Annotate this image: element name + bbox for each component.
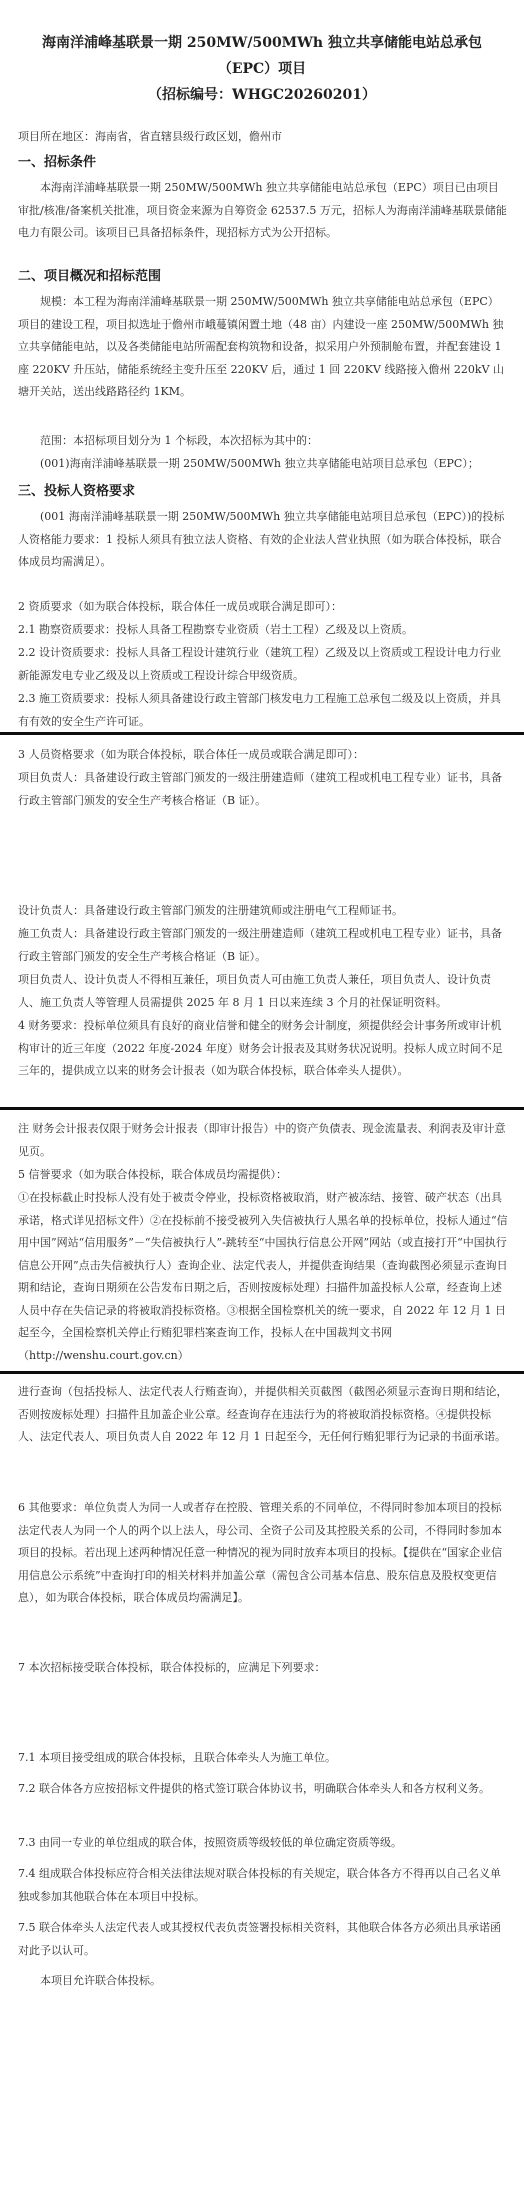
credit-requirement-heading: 5 信誉要求（如为联合体投标，联合体成员均需提供）： [18,1168,287,1181]
design-qualification: 2.2 设计资质要求：投标人具备工程设计建筑行业（建筑工程）乙级及以上资质或工程设计电力行业新能源发电专业乙级及以上资质或工程设计综合甲级资质。 [18,646,501,682]
project-manager-requirement: 项目负责人：具备建设行政主管部门颁发的一级注册建造师（建筑工程或机电工程专业）证书，具备行政主管部门颁发的安全生产考核合格证（B 证）。 [18,771,502,807]
construction-qualification: 2.3 施工资质要求：投标人须具备建设行政主管部门核发电力工程施工总承包二级及以上资质，并具有有效的安全生产许可证。 [18,692,501,728]
bid-scope-paragraph: 范围：本招标项目划分为 1 个标段，本次招标为其中的： [40,434,318,447]
consortium-requirement-heading: 7 本次招标接受联合体投标，联合体投标的，应满足下列要求： [18,1661,326,1674]
section-heading-qualifications: 三、投标人资格要求 [18,484,136,499]
qualification-requirement-heading: 2 资质要求（如为联合体投标，联合体任一成员或联合满足即可）： [18,600,342,613]
bid-conditions-paragraph: 本海南洋浦峰基联景一期 250MW/500MWh 独立共享储能电站总承包（EPC）项目已由项目审批/核准/备案机关批准，项目资金来源为自筹资金 62537.5 万元，招标人为海南洋浦峰基联景储能电力有限公司。该项目已具备招标条件，现招标方式为公开招标。 [18,181,507,239]
project-scale-paragraph: 规模：本工程为海南洋浦峰基联景一期 250MW/500MWh 独立共享储能电站总承包（EPC）项目的建设工程，项目拟选址于儋州市峨蔓镇闲置土地（48 亩）内建设一座 250MW/500MWh 独立共享储能电站，以及各类储能电站所需配套构筑物和设备，拟采用户外预制舱布置，并配套建设 1 座 220KV 升压站，储能系统经主变升压至 220KV 后，通过 1 回 220KV 线路接入儋州 220kV 山塘开关站，送出线路路径约 1KM。 [18,295,505,398]
construction-lead-requirement: 施工负责人：具备建设行政主管部门颁发的一级注册建造师（建筑工程或机电工程专业）证书，具备行政主管部门颁发的安全生产考核合格证（B 证）。 [18,927,502,963]
lot-description: (001)海南洋浦峰基联景一期 250MW/500MWh 独立共享储能电站项目总承包（EPC）； [40,457,479,470]
credit-requirement-details: ①在投标截止时投标人没有处于被责令停业，投标资格被取消，财产被冻结、接管、破产状态（出具承诺，格式详见招标文件）②在投标前不接受被列入失信被执行人黑名单的投标单位，投标人通过“信用中国”网站“信用服务”－“失信被执行人”-跳转至“中国执行信息公开网”网站（或直接打开“中国执行信息公开网”点击失信被执行人）查询企业、法定代表人，并提供查询结果（查询截图必须显示查询日期和结论，查询日期须在公告发布日期之后，否则按废标处理）扫描件加盖投标人公章，经查询上述人员中存在失信记录的将被取消投标资格。③根据全国检察机关的统一要求，自 2022 年 12 月 1 日起至今，全国检察机关停止行贿犯罪档案查询工作，投标人在中国裁判文书网（http://wenshu.court.gov.cn） [18,1191,508,1362]
splice-fade [0,1110,524,1118]
consortium-rule-7-1: 7.1 本项目接受组成的联合体投标，且联合体牵头人为施工单位。 [18,1751,336,1764]
bid-number: （招标编号：WHGC20260201） [148,87,376,103]
qualification-intro: (001 海南洋浦峰基联景一期 250MW/500MWh 独立共享储能电站项目总承包（EPC）)的投标人资格能力要求：1 投标人须具有独立法人资格、有效的企业法人营业执照（如为联合体投标，联合体成员均需满足）。 [18,510,505,568]
financial-report-note: 注 财务会计报表仅限于财务会计报表（即审计报告）中的资产负债表、现金流量表、利润表及审计意见页。 [18,1122,506,1158]
consortium-rule-7-5: 7.5 联合体牵头人法定代表人或其授权代表负责签署投标相关资料，其他联合体各方必须出具承诺函对此予以认可。 [18,1921,501,1957]
project-location: 项目所在地区：海南省，省直辖县级行政区划，儋州市 [18,130,282,143]
staff-social-security-requirement: 项目负责人、设计负责人不得相互兼任，项目负责人可由施工负责人兼任，项目负责人、设计负责人、施工负责人等管理人员需提供 2025 年 8 月 1 日以来连续 3 个月的社保证明资料。 [18,973,491,1009]
credit-requirement-continued: 进行查询（包括投标人、法定代表人行贿查询），并提供相关页截图（截图必须显示查询日期和结论，否则按废标处理）扫描件且加盖企业公章。经查询存在违法行为的将被取消投标资格。④提供投标人、法定代表人、项目负责人自 2022 年 12 月 1 日起至今，无任何行贿犯罪行为记录的书面承诺。 [18,1385,508,1443]
design-lead-requirement: 设计负责人：具备建设行政主管部门颁发的注册建筑师或注册电气工程师证书。 [18,904,403,917]
consortium-rule-7-3: 7.3 由同一专业的单位组成的联合体，按照资质等级较低的单位确定资质等级。 [18,1836,402,1849]
other-requirements: 6 其他要求：单位负责人为同一人或者存在控股、管理关系的不同单位，不得同时参加本项目的投标 法定代表人为同一个人的两个以上法人，母公司、全资子公司及其控股关系的公司，不得同时参加本项目的投标。若出现上述两种情况任意一种情况的视为同时放弃本项目的投标。【提供在“国家企业信用信息公示系统”中查询打印的相关材料并加盖公章（需包含公司基本信息、股东信息及股权变更信息），如为联合体投标，联合体成员均需满足】。 [18,1501,503,1604]
section-heading-project-overview: 二、项目概况和招标范围 [18,269,162,284]
consortium-rule-7-2: 7.2 联合体各方应按招标文件提供的格式签订联合体协议书，明确联合体牵头人和各方权利义务。 [18,1782,490,1795]
splice-fade [0,735,524,743]
financial-requirement: 4 财务要求：投标单位须具有良好的商业信誉和健全的财务会计制度，须提供经会计事务所或审计机构审计的近三年度（2022 年度-2024 年度）财务会计报表及其财务状况说明。投标人成立时间不足三年的，提供成立以来的财务会计报表（如为联合体投标，联合体牵头人提供）。 [18,1019,503,1077]
section-heading-bid-conditions: 一、招标条件 [18,155,97,170]
title-line: 海南洋浦峰基联景一期 250MW/500MWh 独立共享储能电站总承包（EPC）项目 [42,35,482,77]
personnel-requirement-heading: 3 人员资格要求（如为联合体投标，联合体任一成员或联合满足即可）： [18,748,364,761]
survey-qualification: 2.1 勘察资质要求：投标人具备工程勘察专业资质（岩土工程）乙级及以上资质。 [18,623,413,636]
document-title [30,30,494,108]
consortium-allowed-statement: 本项目允许联合体投标。 [40,1974,161,1987]
consortium-rule-7-4: 7.4 组成联合体投标应符合相关法律法规对联合体投标的有关规定，联合体各方不得再以自己名义单独或参加其他联合体在本项目中投标。 [18,1867,501,1903]
